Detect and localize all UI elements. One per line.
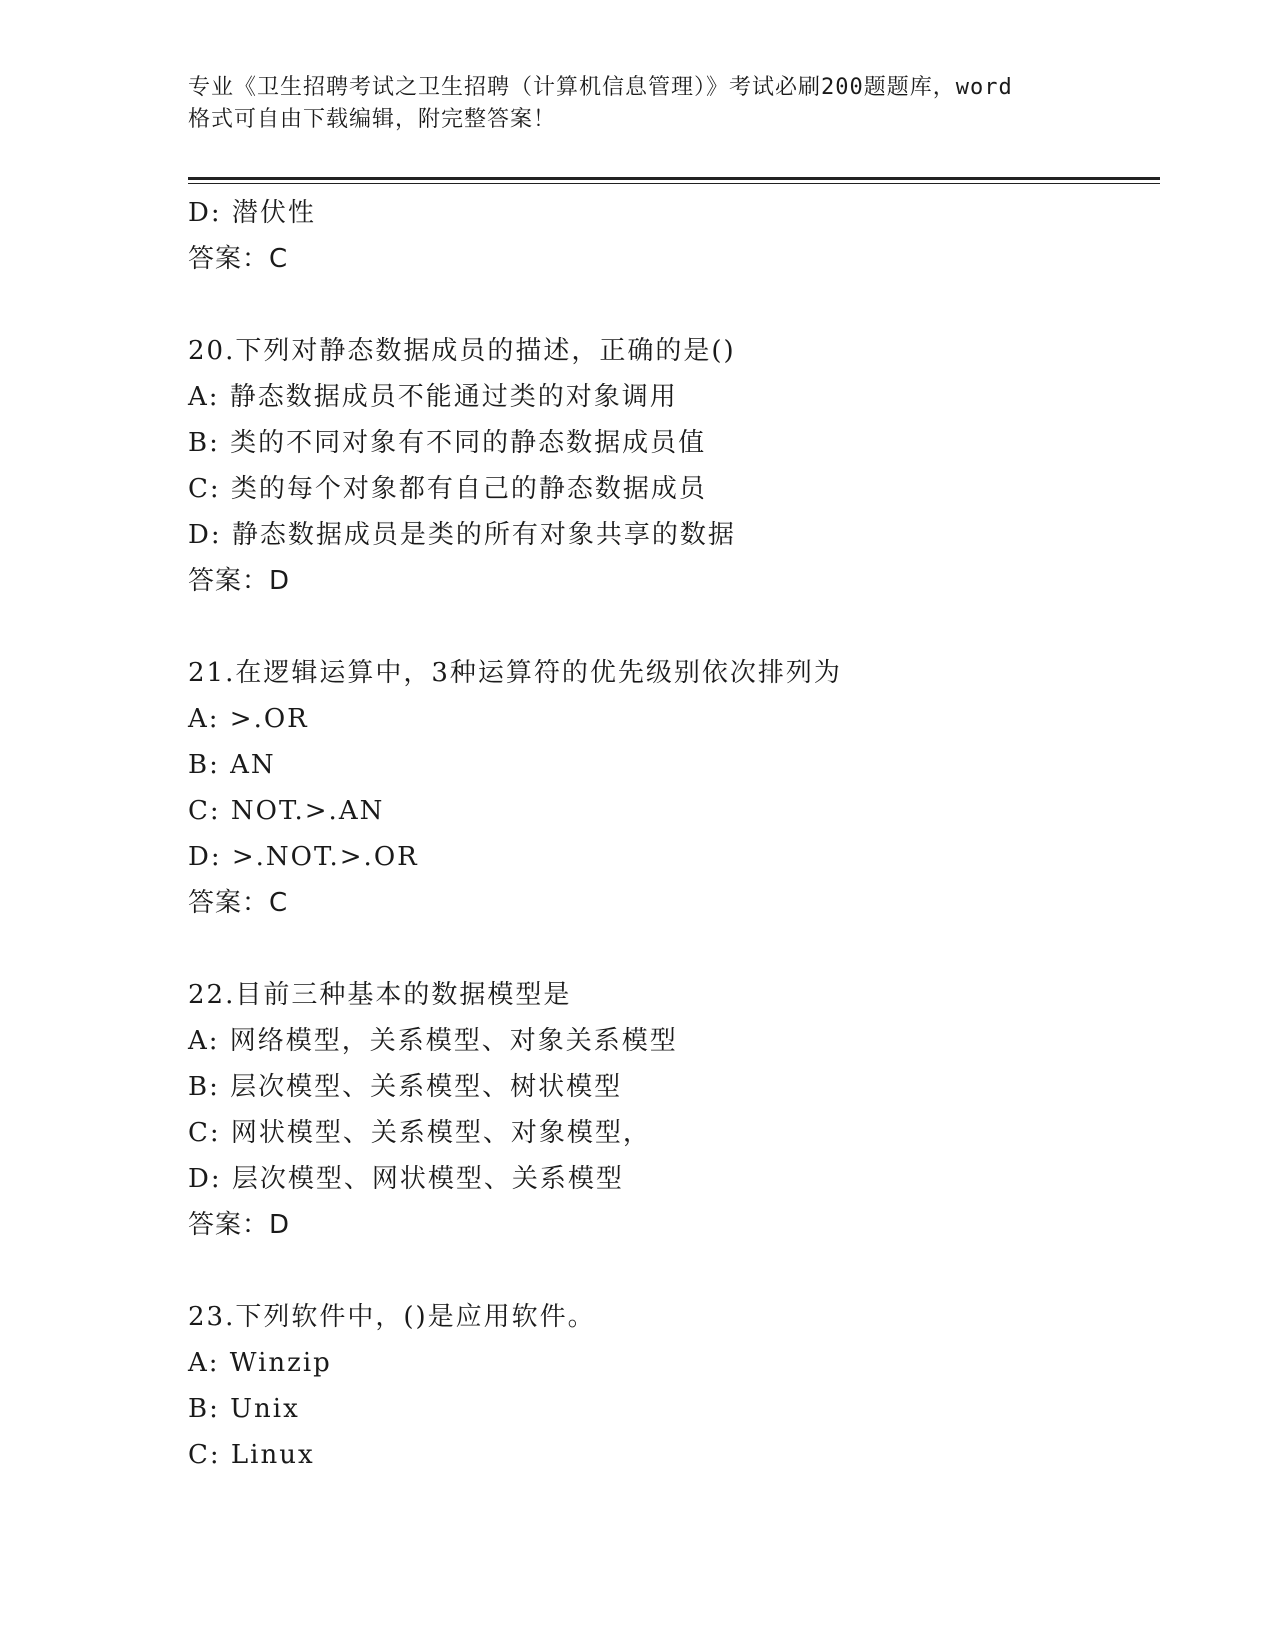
option-d: D: 静态数据成员是类的所有对象共享的数据 xyxy=(188,520,736,550)
question-stem: 23.下列软件中，()是应用软件。 xyxy=(188,1302,596,1332)
question-stem: 22.目前三种基本的数据模型是 xyxy=(188,980,572,1010)
spacer xyxy=(188,604,1148,650)
option-a: A: 静态数据成员不能通过类的对象调用 xyxy=(188,382,678,412)
spacer xyxy=(188,1248,1148,1294)
option-c: C: 网状模型、关系模型、对象模型， xyxy=(188,1118,651,1148)
spacer xyxy=(188,926,1148,972)
option-d: D: >.NOT.>.OR xyxy=(188,842,419,872)
option-d: D: 潜伏性 xyxy=(188,198,316,228)
option-b: B: Unix xyxy=(188,1394,300,1424)
answer-line: 答案：C xyxy=(188,244,289,274)
option-c: C: 类的每个对象都有自己的静态数据成员 xyxy=(188,474,707,504)
option-a: A: 网络模型，关系模型、对象关系模型 xyxy=(188,1026,678,1056)
option-b: B: AN xyxy=(188,750,276,780)
question-21 xyxy=(188,650,1148,926)
spacer xyxy=(188,282,1148,328)
option-c: C: NOT.>.AN xyxy=(188,796,385,826)
option-b: B: 类的不同对象有不同的静态数据成员值 xyxy=(188,428,707,458)
header-rule-thick xyxy=(188,177,1160,180)
answer-line: 答案：C xyxy=(188,888,289,918)
option-a: A: Winzip xyxy=(188,1348,332,1378)
document-header xyxy=(188,72,1108,136)
header-line-2: 格式可自由下载编辑，附完整答案！ xyxy=(188,107,557,132)
question-20 xyxy=(188,328,1148,604)
option-c: C: Linux xyxy=(188,1440,315,1470)
question-23 xyxy=(188,1294,1148,1478)
answer-line: 答案：D xyxy=(188,1210,291,1240)
header-line-1: 专业《卫生招聘考试之卫生招聘（计算机信息管理）》考试必刷200题题库，word xyxy=(188,75,1013,100)
answer-line: 答案：D xyxy=(188,566,291,596)
option-b: B: 层次模型、关系模型、树状模型 xyxy=(188,1072,623,1102)
question-list xyxy=(188,190,1148,1478)
option-d: D: 层次模型、网状模型、关系模型 xyxy=(188,1164,624,1194)
question-22 xyxy=(188,972,1148,1248)
question-stem: 20.下列对静态数据成员的描述，正确的是() xyxy=(188,336,736,366)
option-a: A: >.OR xyxy=(188,704,309,734)
prev-question-tail xyxy=(188,190,1148,282)
header-rule-thin xyxy=(188,183,1160,184)
question-stem: 21.在逻辑运算中，3种运算符的优先级别依次排列为 xyxy=(188,658,842,688)
